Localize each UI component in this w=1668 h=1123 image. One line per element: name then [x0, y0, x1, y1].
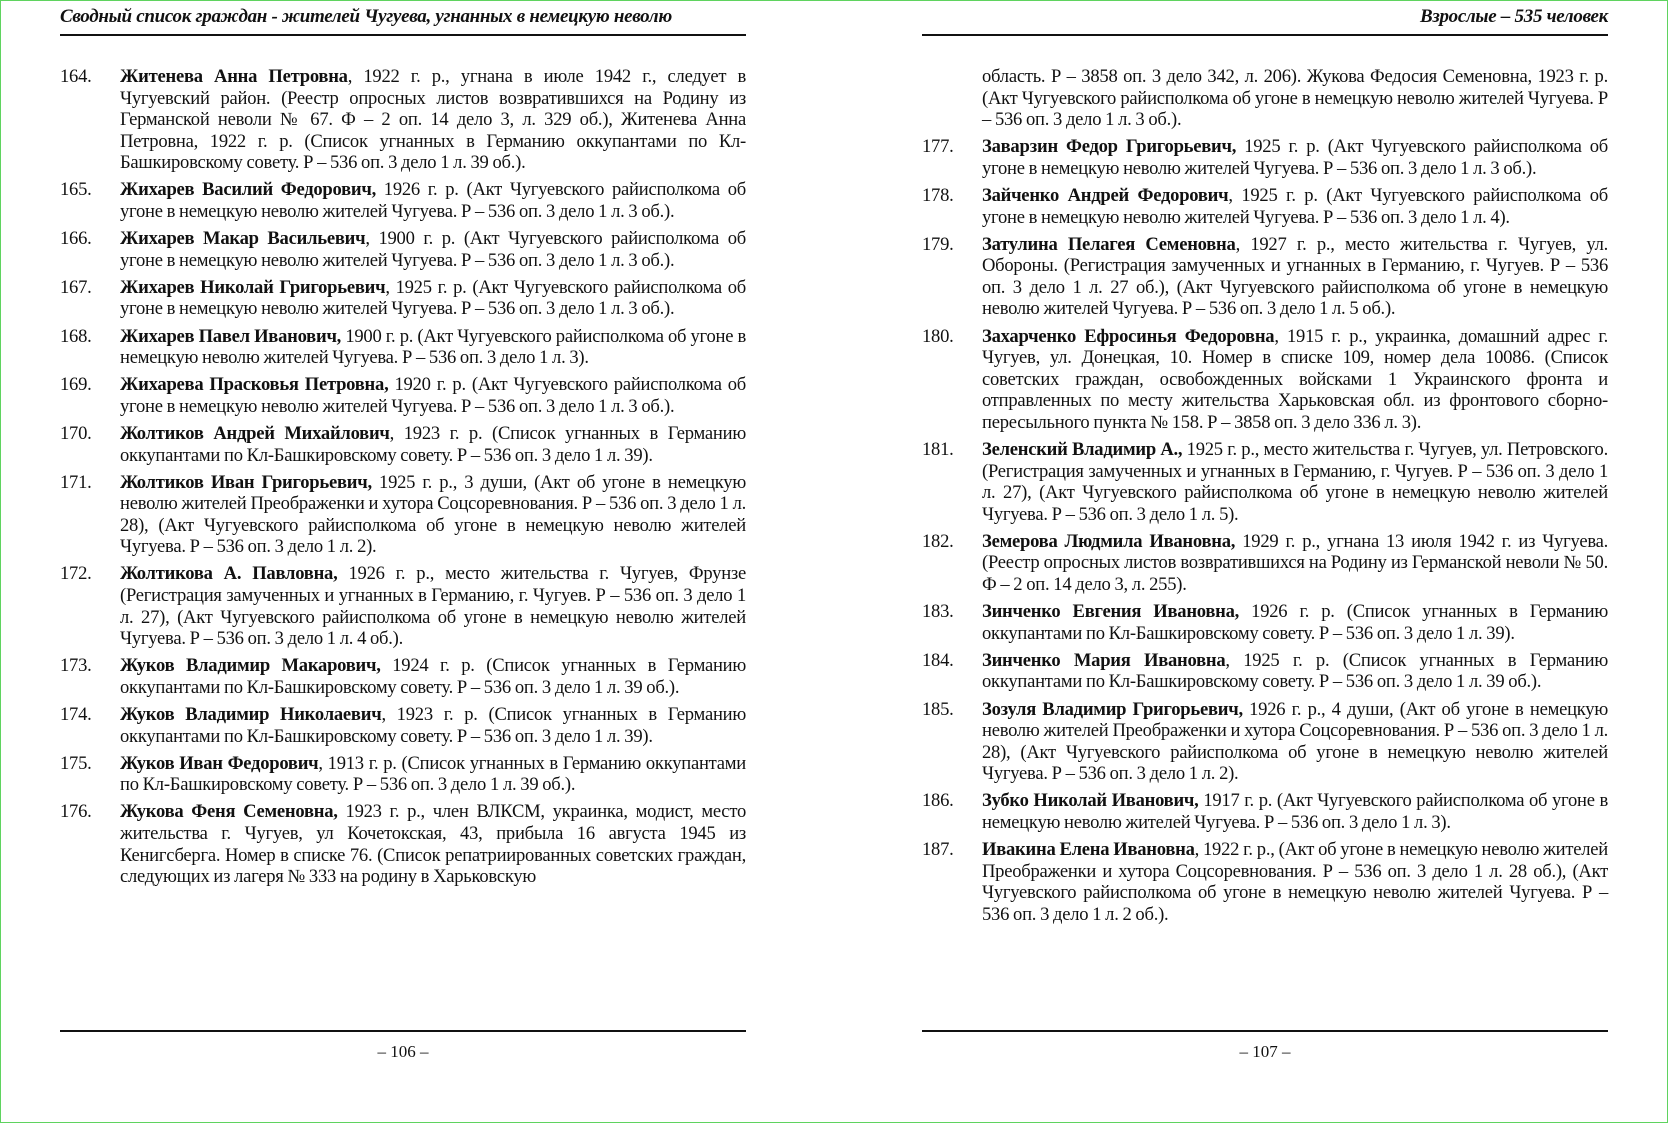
- entry-number: 183.: [922, 601, 954, 623]
- entry-number: 171.: [60, 471, 92, 493]
- entry-number: 177.: [922, 136, 954, 158]
- list-entry: [60, 277, 746, 320]
- entry-text: , 1915 г. р., украинка, домашний адрес г. Чугуев, ул. Донецкая, 10. Номер в списке 109, номер дела 10086. (Список советских граждан, освобожденных войсками 1 Украинского фронта и отправленных по месту жительства Харьковская обл. из фронтового сборно-пересыльного пункта № 158. Р – 3858 оп. 3 дело 336 л. 3).: [982, 325, 1608, 433]
- entry-text: , 1922 г. р., (Акт об угоне в немецкую неволю жителей Преображенки и хутора Соцсоревнования. Р – 536 оп. 3 дело 1 л. 28 об.), (Акт Чугуевского райисполкома об угоне в немецкую неволю жителей Чугуева. Р – 536 оп. 3 дело 1 л. 2 об.).: [982, 839, 1608, 925]
- entry-text: , 1925 г. р. (Акт Чугуевского райисполкома об угоне в немецкую неволю жителей Чугуева. Р – 536 оп. 3 дело 1 л. 4).: [982, 184, 1608, 228]
- running-head: Сводный список граждан - жителей Чугуева, угнанных в немецкую неволю: [60, 6, 672, 27]
- entry-name: Жолтиков Иван Григорьевич,: [120, 471, 372, 493]
- entry-name: Жуков Владимир Николаевич: [120, 704, 382, 726]
- list-entry: [922, 839, 1608, 925]
- entry-text: 1920 г. р. (Акт Чугуевского райисполкома об угоне в немецкую неволю жителей Чугуева. Р – 536 оп. 3 дело 1 л. 3 об.).: [120, 374, 746, 417]
- entry-list: [922, 66, 1608, 931]
- entry-text: , 1923 г. р. (Список угнанных в Германию оккупантами по Кл-Башкировскому совету. Р – 536 оп. 3 дело 1 л. 39).: [120, 704, 746, 747]
- entry-number: 182.: [922, 530, 954, 552]
- list-entry: [60, 801, 746, 887]
- entry-name: Жихарев Макар Васильевич: [120, 228, 366, 250]
- footer-rule: [922, 1030, 1608, 1032]
- list-entry: [60, 66, 746, 174]
- entry-name: Зозуля Владимир Григорьевич,: [982, 698, 1243, 720]
- entry-number: 178.: [922, 184, 954, 206]
- entry-text: , 1927 г. р., место жительства г. Чугуев, ул. Обороны. (Регистрация замученных и угнанных в Германию, г. Чугуев. Р – 536 оп. 3 дело 1 л. 27 об.), (Акт Чугуевского райисполкома об угоне в немецкую неволю жителей Чугуева. Р – 536 оп. 3 дело 1 л. 5 об.).: [982, 233, 1608, 320]
- entry-name: Жихарев Василий Федорович,: [120, 179, 376, 201]
- page-left: [60, 0, 746, 1123]
- entry-number: 169.: [60, 374, 92, 396]
- entry-text: 1925 г. р. (Акт Чугуевского райисполкома об угоне в немецкую неволю жителей Чугуева. Р – 536 оп. 3 дело 1 л. 3 об.).: [982, 136, 1608, 179]
- entry-number: 165.: [60, 179, 92, 201]
- list-entry-continuation: [922, 66, 1608, 131]
- entry-text: 1925 г. р., место жительства г. Чугуев, ул. Петровского. (Регистрация замученных и угнанных в Германию, г. Чугуев. Р – 536 оп. 3 дело 1 л. 27), (Акт Чугуевского райисполкома об угоне в немецкую неволю жителей Чугуева. Р – 536 оп. 3 дело 1 л. 5).: [982, 439, 1608, 525]
- list-entry: [922, 531, 1608, 596]
- entry-name: Земерова Людмила Ивановна,: [982, 530, 1236, 552]
- entry-name: Ивакина Елена Ивановна: [982, 839, 1195, 861]
- entry-text: 1926 г. р., место жительства г. Чугуев, Фрунзе (Регистрация замученных и угнанных в Германию, г. Чугуев. Р – 536 оп. 3 дело 1 л. 27), (Акт Чугуевского райисполкома об угоне в немецкую неволю жителей Чугуева. Р – 536 оп. 3 дело 1 л. 4 об.).: [120, 563, 746, 650]
- entry-number: 166.: [60, 228, 92, 250]
- list-entry: [60, 228, 746, 271]
- entry-text: , 1923 г. р. (Список угнанных в Германию оккупантами по Кл-Башкировскому совету. Р – 536 оп. 3 дело 1 л. 39).: [120, 422, 746, 466]
- entry-number: 179.: [922, 233, 954, 255]
- entry-number: 164.: [60, 66, 92, 87]
- list-entry: [60, 326, 746, 369]
- entry-text: , 1913 г. р. (Список угнанных в Германию оккупантами по Кл-Башкировскому совету. Р – 536 оп. 3 дело 1 л. 39 об.).: [120, 752, 747, 796]
- list-entry: [922, 790, 1608, 833]
- list-entry: [922, 601, 1608, 644]
- page-number: – 106 –: [377, 1042, 429, 1061]
- page-number: – 107 –: [1239, 1042, 1291, 1061]
- entry-number: 185.: [922, 698, 954, 720]
- entry-name: Жукова Феня Семеновна,: [120, 801, 338, 823]
- entry-name: Житенева Анна Петровна: [120, 66, 348, 87]
- entry-name: Зубко Николай Иванович,: [982, 790, 1199, 812]
- entry-number: 167.: [60, 276, 92, 298]
- list-entry: [922, 439, 1608, 525]
- entry-text: , 1900 г. р. (Акт Чугуевского райисполкома об угоне в немецкую неволю жителей Чугуева. Р – 536 оп. 3 дело 1 л. 3 об.).: [120, 228, 747, 271]
- entry-name: Зинченко Евгения Ивановна,: [982, 601, 1240, 623]
- list-entry: [60, 472, 746, 558]
- entry-number: 184.: [922, 649, 954, 671]
- entry-name: Зеленский Владимир А.,: [982, 439, 1183, 460]
- list-entry: [922, 185, 1608, 228]
- entry-name: Зинченко Мария Ивановна: [982, 649, 1226, 671]
- entry-name: Затулина Пелагея Семеновна: [982, 233, 1236, 255]
- entry-name: Жолтиков Андрей Михайлович: [120, 422, 390, 444]
- list-entry: [922, 326, 1608, 434]
- entry-number: 172.: [60, 563, 92, 585]
- entry-list: [60, 66, 746, 893]
- entry-text: 1923 г. р., член ВЛКСМ, украинка, модист, место жительства г. Чугуев, ул Кочетокская, 43, прибыла 16 августа 1945 из Кенигсберга. Номер в списке 76. (Список репатриированных советских граждан, следующих из лагеря № 333 на родину в Харьковскую: [120, 801, 746, 888]
- header-rule: [922, 34, 1608, 36]
- entry-number: 175.: [60, 752, 92, 774]
- list-entry: [922, 234, 1608, 320]
- entry-number: 181.: [922, 439, 954, 460]
- entry-name: Жуков Иван Федорович: [120, 752, 319, 774]
- entry-text: 1900 г. р. (Акт Чугуевского райисполкома об угоне в немецкую неволю жителей Чугуева. Р – 536 оп. 3 дело 1 л. 3).: [120, 325, 746, 369]
- entry-text: область. Р – 3858 оп. 3 дело 342, л. 206). Жукова Федосия Семеновна, 1923 г. р. (Акт Чугуевского райисполкома об угоне в немецкую неволю жителей Чугуева. Р – 536 оп. 3 дело 1 л. 3 об.).: [982, 66, 1608, 131]
- list-entry: [60, 753, 746, 796]
- entry-text: 1917 г. р. (Акт Чугуевского райисполкома об угоне в немецкую неволю жителей Чугуева. Р – 536 оп. 3 дело 1 л. 3).: [982, 790, 1608, 833]
- entry-number: 187.: [922, 839, 954, 861]
- list-entry: [60, 374, 746, 417]
- entry-number: 170.: [60, 422, 92, 444]
- entry-name: Жихарев Николай Григорьевич: [120, 276, 386, 298]
- entry-text: 1924 г. р. (Список угнанных в Германию оккупантами по Кл-Башкировскому совету. Р – 536 оп. 3 дело 1 л. 39 об.).: [120, 655, 746, 698]
- entry-name: Зайченко Андрей Федорович: [982, 184, 1229, 206]
- header-rule: [60, 34, 746, 36]
- entry-name: Жолтикова А. Павловна,: [120, 563, 338, 585]
- entry-name: Захарченко Ефросинья Федоровна: [982, 325, 1275, 347]
- list-entry: [60, 655, 746, 698]
- entry-number: 173.: [60, 655, 92, 677]
- list-entry: [60, 704, 746, 747]
- entry-text: 1926 г. р., 4 души, (Акт об угоне в немецкую неволю жителей Преображенки и хутора Соцсоревнования. Р – 536 оп. 3 дело 1 л. 28), (Акт Чугуевского райисполкома об угоне в немецкую неволю жителей Чугуева. Р – 536 оп. 3 дело 1 л. 2).: [982, 698, 1608, 785]
- entry-text: , 1925 г. р. (Акт Чугуевского райисполкома об угоне в немецкую неволю жителей Чугуева. Р – 536 оп. 3 дело 1 л. 3 об.).: [120, 276, 746, 320]
- entry-text: 1925 г. р., 3 души, (Акт об угоне в немецкую неволю жителей Преображенки и хутора Соцсоревнования. Р – 536 оп. 3 дело 1 л. 28), (Акт Чугуевского райисполкома об угоне в немецкую неволю жителей Чугуева. Р – 536 оп. 3 дело 1 л. 2).: [120, 471, 746, 558]
- list-entry: [60, 179, 746, 222]
- entry-name: Заварзин Федор Григорьевич,: [982, 136, 1237, 158]
- list-entry: [922, 136, 1608, 179]
- entry-text: 1926 г. р. (Список угнанных в Германию оккупантами по Кл-Башкировскому совету. Р – 536 оп. 3 дело 1 л. 39).: [982, 601, 1608, 644]
- running-head: Взрослые – 535 человек: [1419, 6, 1608, 27]
- entry-number: 180.: [922, 325, 954, 347]
- entry-text: , 1922 г. р., угнана в июле 1942 г., следует в Чугуевский район. (Реестр опросных листов возвратившихся на Родину из Германской неволи № 67. Ф – 2 оп. 14 дело 3, л. 329 об.), Житенева Анна Петровна, 1922 г. р. (Список угнанных в Германию оккупантами по Кл-Башкировскому совету. Р – 536 оп. 3 дело 1 л. 39 об.).: [120, 66, 746, 174]
- entry-number: 174.: [60, 704, 92, 726]
- list-entry: [60, 563, 746, 649]
- footer-rule: [60, 1030, 746, 1032]
- entry-number: 168.: [60, 325, 92, 347]
- entry-name: Жихарева Прасковья Петровна,: [120, 374, 389, 396]
- entry-number: 176.: [60, 801, 92, 823]
- entry-number: 186.: [922, 790, 954, 812]
- list-entry: [922, 699, 1608, 785]
- entry-text: , 1925 г. р. (Список угнанных в Германию оккупантами по Кл-Башкировскому совету. Р – 536 оп. 3 дело 1 л. 39 об.).: [982, 649, 1608, 693]
- entry-name: Жуков Владимир Макарович,: [120, 655, 381, 677]
- list-entry: [60, 423, 746, 466]
- list-entry: [922, 650, 1608, 693]
- entry-text: 1929 г. р., угнана 13 июля 1942 г. из Чугуева. (Реестр опросных листов возвратившихся на Родину из Германской неволи № 50. Ф – 2 оп. 14 дело 3, л. 255).: [982, 530, 1609, 596]
- entry-name: Жихарев Павел Иванович,: [120, 325, 342, 347]
- entry-text: 1926 г. р. (Акт Чугуевского райисполкома об угоне в немецкую неволю жителей Чугуева. Р – 536 оп. 3 дело 1 л. 3 об.).: [120, 179, 746, 223]
- page-right: [922, 0, 1608, 1123]
